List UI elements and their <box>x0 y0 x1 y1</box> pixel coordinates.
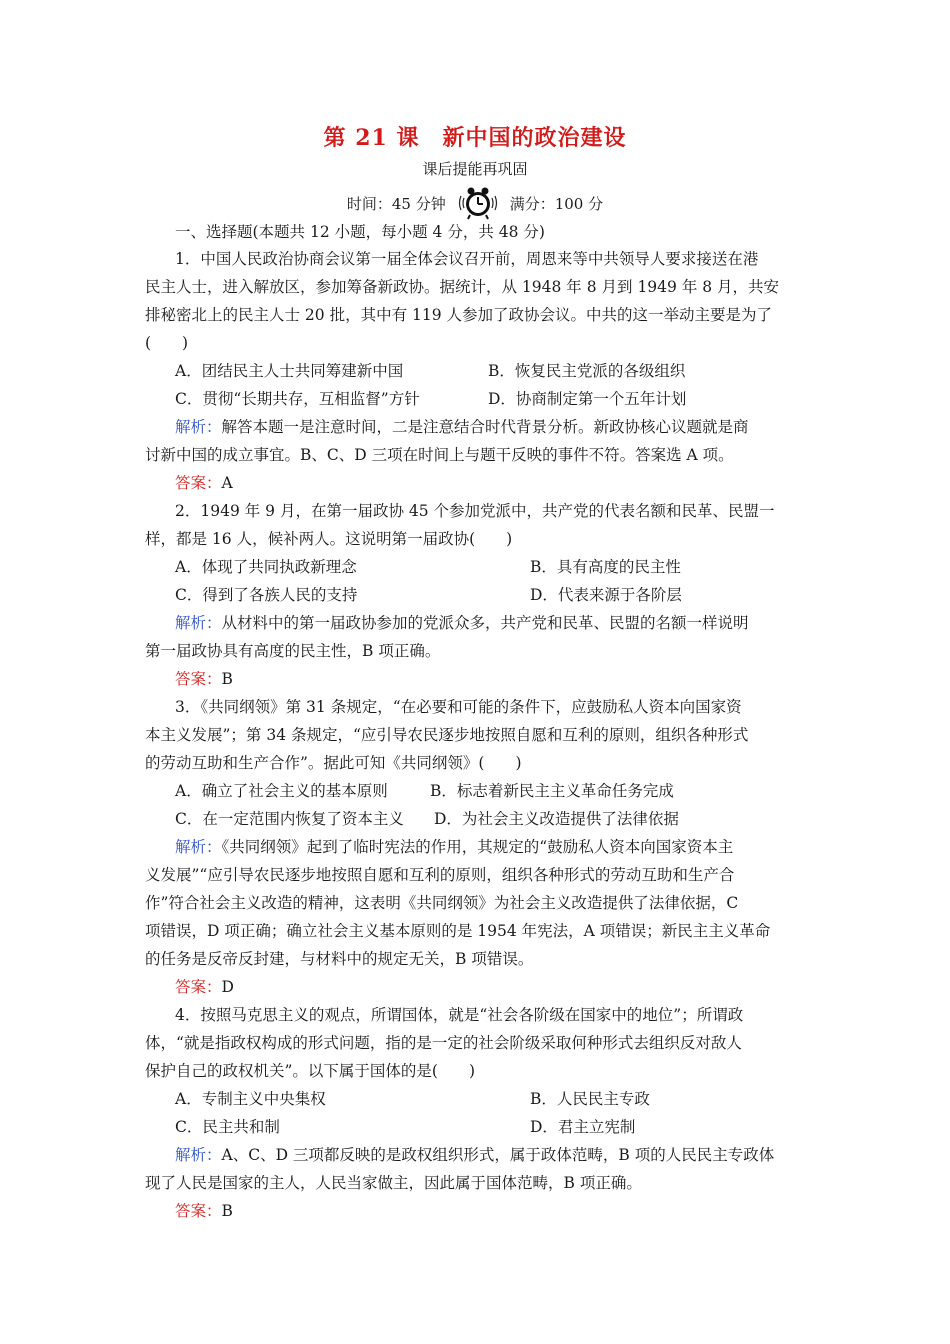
q3-stem-line2: 本主义发展”；第 34 条规定，“应引导农民逐步地按照自愿和互利的原则，组织各种形式 <box>145 726 749 744</box>
q3-analysis-line4: 项错误，D 项正确；确立社会主义基本原则的是 1954 年宪法，A 项错误；新民主主义革命 <box>145 922 771 940</box>
q3-option-a: A．确立了社会主义的基本原则 <box>175 782 388 800</box>
q1-stem-line2: 民主人士，进入解放区，参加筹备新政协。据统计，从 1948 年 8 月到 1949 年 8 月，共安 <box>145 278 780 296</box>
q3-option-d: D．为社会主义改造提供了法律依据 <box>434 810 679 828</box>
answer-label: 答案： <box>175 1202 222 1220</box>
q4-stem-line2: 体，“就是指政权构成的形式问题，指的是一定的社会阶级采取何种形式去组织反对敌人 <box>145 1034 742 1052</box>
q2-option-b: B．具有高度的民主性 <box>530 558 681 576</box>
q3-analysis-line5: 的任务是反帝反封建，与材料中的规定无关，B 项错误。 <box>145 950 534 968</box>
q4-option-b: B．人民民主专政 <box>530 1090 650 1108</box>
q4-answer-value: B <box>221 1202 233 1220</box>
section-heading: 一、选择题(本题共 12 小题，每小题 4 分，共 48 分) <box>175 223 545 241</box>
q1-option-b: B．恢复民主党派的各级组织 <box>488 362 686 380</box>
analysis-label: 解析： <box>175 838 222 856</box>
q4-analysis-line2: 现了人民是国家的主人，人民当家做主，因此属于国体范畴，B 项正确。 <box>145 1174 642 1192</box>
q4-stem-line1: 4．按照马克思主义的观点，所谓国体，就是“社会各阶级在国家中的地位”；所谓政 <box>175 1006 744 1024</box>
analysis-label: 解析： <box>175 614 222 632</box>
q2-stem-line2: 样，都是 16 人，候补两人。这说明第一届政协( ) <box>145 530 513 548</box>
q4-answer <box>175 1201 233 1221</box>
q1-option-c: C．贯彻“长期共存，互相监督”方针 <box>175 390 420 408</box>
q3-option-b: B．标志着新民主主义革命任务完成 <box>430 782 674 800</box>
q3-analysis-line2: 义发展”“应引导农民逐步地按照自愿和互利的原则，组织各种形式的劳动互助和生产合 <box>145 866 735 884</box>
q3-stem-line3: 的劳动互助和生产合作”。据此可知《共同纲领》( ) <box>145 754 522 772</box>
q1-stem-line4: ( ) <box>145 334 189 352</box>
page-subtitle: 课后提能再巩固 <box>422 160 528 178</box>
q2-answer-value: B <box>221 670 233 688</box>
q1-answer-value: A <box>221 474 233 492</box>
q2-option-a: A．体现了共同执政新理念 <box>175 558 357 576</box>
q1-answer <box>175 473 233 493</box>
full-score: 满分：100 分 <box>509 194 604 213</box>
q1-option-a: A．团结民主人士共同筹建新中国 <box>175 362 404 380</box>
q1-analysis-line2: 讨新中国的成立事宜。B、C、D 三项在时间上与题干反映的事件不符。答案选 A 项。 <box>145 446 734 464</box>
q4-stem-line3: 保护自己的政权机关”。以下属于国体的是( ) <box>145 1062 476 1080</box>
q1-stem-line3: 排秘密北上的民主人士 20 批，其中有 119 人参加了政协会议。中共的这一举动主要是为了 <box>145 306 773 324</box>
alarm-clock-icon <box>456 186 500 220</box>
analysis-label: 解析： <box>175 418 222 436</box>
q3-option-c: C．在一定范围内恢复了资本主义 <box>175 810 404 828</box>
time-score-bar <box>0 186 950 220</box>
q3-analysis-line3: 作”符合社会主义改造的精神，这表明《共同纲领》为社会主义改造提供了法律依据，C <box>145 894 739 912</box>
q4-analysis-text1: A、C、D 三项都反映的是政权组织形式，属于政体范畴，B 项的人民民主专政体 <box>221 1146 775 1164</box>
q3-analysis-text1: 《共同纲领》起到了临时宪法的作用，其规定的“鼓励私人资本向国家资本主 <box>221 838 734 856</box>
q2-analysis-line1 <box>175 613 749 633</box>
q4-option-a: A．专制主义中央集权 <box>175 1090 326 1108</box>
answer-label: 答案： <box>175 978 222 996</box>
q4-option-d: D．君主立宪制 <box>530 1118 636 1136</box>
q2-stem-line1: 2．1949 年 9 月，在第一届政协 45 个参加党派中，共产党的代表名额和民革、民盟一 <box>175 502 775 520</box>
q2-analysis-text1: 从材料中的第一届政协参加的党派众多，共产党和民革、民盟的名额一样说明 <box>221 614 749 632</box>
analysis-label: 解析： <box>175 1146 222 1164</box>
q2-option-d: D．代表来源于各阶层 <box>530 586 682 604</box>
q3-answer <box>175 977 234 997</box>
q1-analysis-line1 <box>175 417 749 437</box>
q2-option-c: C．得到了各族人民的支持 <box>175 586 358 604</box>
time-limit: 时间：45 分钟 <box>346 194 446 213</box>
q2-answer <box>175 669 233 689</box>
page-title: 第 21 课 新中国的政治建设 <box>323 125 627 151</box>
q3-answer-value: D <box>221 978 234 996</box>
q2-analysis-line2: 第一届政协具有高度的民主性，B 项正确。 <box>145 642 441 660</box>
q1-option-d: D．协商制定第一个五年计划 <box>488 390 687 408</box>
q4-option-c: C．民主共和制 <box>175 1118 280 1136</box>
answer-label: 答案： <box>175 474 222 492</box>
q3-analysis-line1 <box>175 837 733 857</box>
answer-label: 答案： <box>175 670 222 688</box>
q1-analysis-text1: 解答本题一是注意时间，二是注意结合时代背景分析。新政协核心议题就是商 <box>221 418 749 436</box>
q4-analysis-line1 <box>175 1145 774 1165</box>
q1-stem-line1: 1．中国人民政治协商会议第一届全体会议召开前，周恩来等中共领导人要求接送在港 <box>175 250 759 268</box>
q3-stem-line1: 3．《共同纲领》第 31 条规定，“在必要和可能的条件下，应鼓励私人资本向国家资 <box>175 698 742 716</box>
